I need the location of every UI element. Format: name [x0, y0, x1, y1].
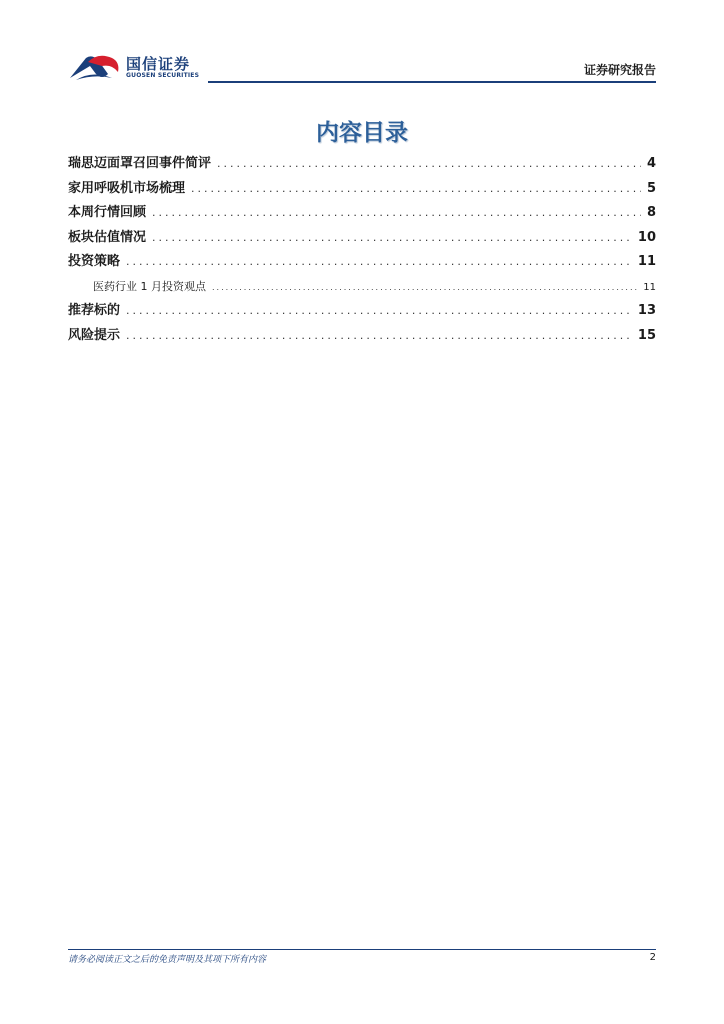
table-of-contents [68, 152, 656, 348]
toc-entry-label: 医药行业 1 月投资观点 [93, 279, 206, 293]
logo-english-name: GUOSEN SECURITIES [126, 72, 200, 79]
toc-dot-leader [217, 152, 641, 177]
toc-entry-label: 板块估值情况 [68, 229, 147, 245]
toc-dot-leader [126, 299, 632, 324]
toc-entry-page: 5 [646, 180, 656, 196]
disclaimer-note: 请务必阅读正文之后的免责声明及其项下所有内容 [68, 955, 267, 965]
toc-entry-label: 推荐标的 [68, 303, 121, 318]
toc-dot-leader [212, 276, 637, 301]
toc-entry-page: 8 [646, 205, 656, 220]
page-number: 2 [649, 952, 656, 963]
toc-entry[interactable] [68, 201, 656, 226]
toc-dot-leader [126, 324, 632, 349]
toc-entry[interactable] [68, 324, 656, 349]
header-divider [208, 81, 656, 83]
toc-entry[interactable] [68, 275, 656, 300]
toc-entry-page: 10 [637, 229, 656, 245]
toc-entry[interactable] [68, 177, 656, 202]
toc-entry-label: 本周行情回顾 [68, 205, 147, 220]
page-header [68, 52, 656, 86]
toc-entry-page: 15 [637, 327, 656, 343]
toc-entry-label: 瑞思迈面罩召回事件简评 [68, 156, 212, 171]
toc-entry-page: 11 [643, 281, 656, 293]
toc-entry-label: 投资策略 [68, 254, 121, 269]
guosen-logo [68, 52, 208, 82]
toc-title: 内容目录 [316, 120, 408, 146]
toc-entry-label: 风险提示 [68, 327, 121, 343]
toc-entry[interactable] [68, 299, 656, 324]
toc-dot-leader [126, 250, 632, 275]
toc-entry-page: 4 [646, 156, 656, 171]
guosen-logo-icon [68, 52, 124, 82]
toc-dot-leader [152, 201, 641, 226]
toc-entry-label: 家用呼吸机市场梳理 [68, 180, 186, 196]
toc-entry[interactable] [68, 250, 656, 275]
toc-dot-leader [152, 226, 632, 251]
toc-entry-page: 11 [637, 254, 656, 269]
logo-chinese-name: 国信证券 [126, 55, 191, 73]
toc-entry[interactable] [68, 226, 656, 251]
toc-dot-leader [191, 177, 641, 202]
report-type-label: 证券研究报告 [583, 63, 656, 77]
toc-entry[interactable] [68, 152, 656, 177]
footer-divider [68, 949, 656, 950]
toc-entry-page: 13 [637, 303, 656, 318]
